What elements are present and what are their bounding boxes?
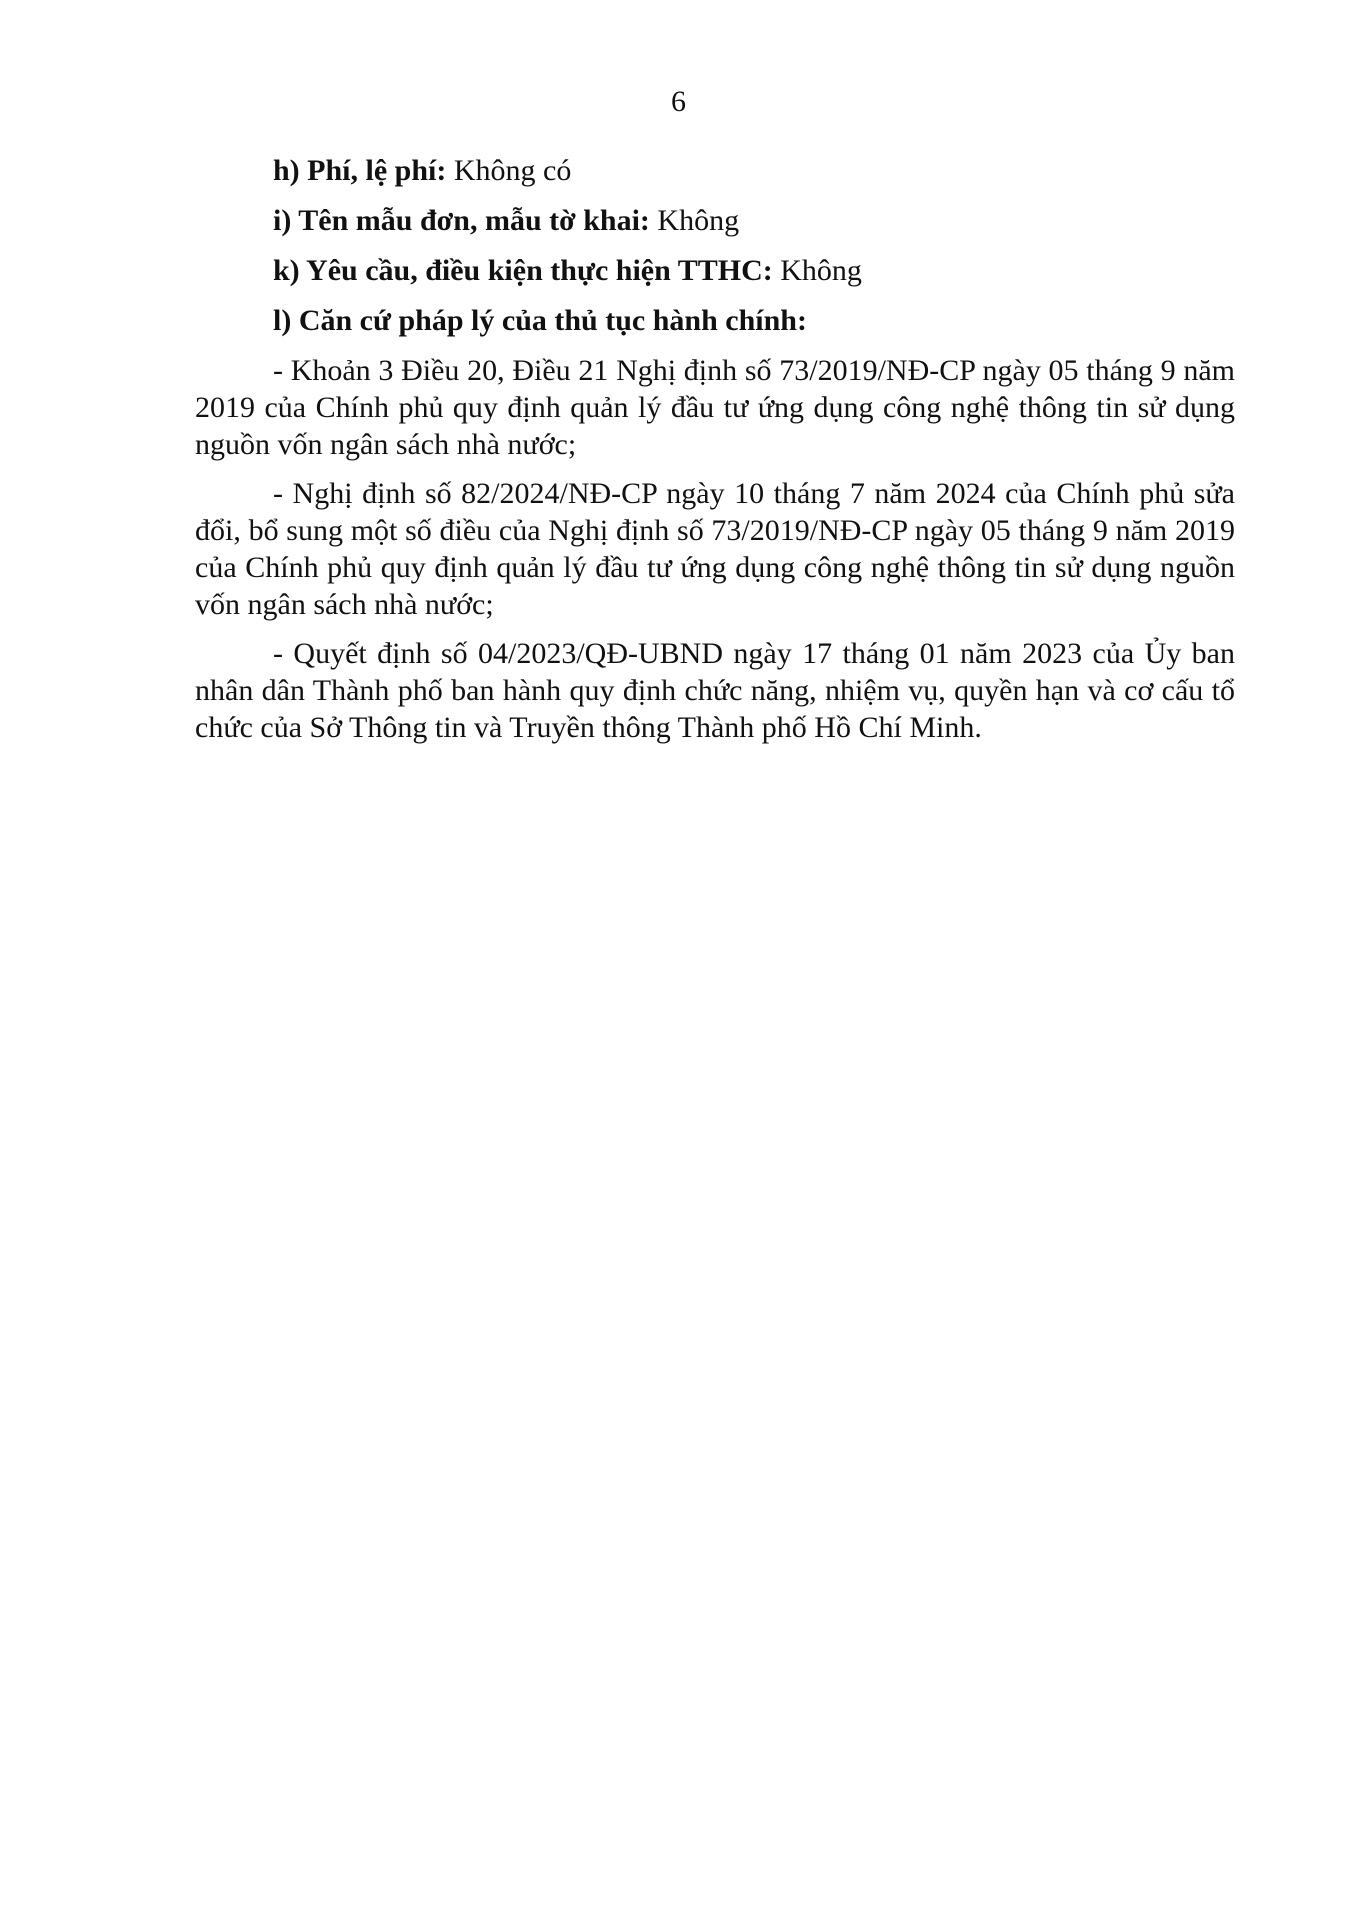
field-requirements-value: Không: [772, 254, 862, 287]
field-fees-label: h) Phí, lệ phí:: [273, 154, 447, 187]
field-fees: [195, 152, 1235, 189]
field-form-templates-label: i) Tên mẫu đơn, mẫu tờ khai:: [273, 204, 650, 237]
legal-basis-item: - Quyết định số 04/2023/QĐ-UBND ngày 17 tháng 01 năm 2023 của Ủy ban nhân dân Thành phố ban hành quy định chức năng, nhiệm vụ, quyền hạn và cơ cấu tổ chức của Sở Thông tin và Truyền thông Thành phố Hồ Chí Minh.: [195, 637, 1235, 744]
field-legal-basis-heading: [195, 302, 1235, 339]
document-body: [195, 152, 1235, 758]
field-form-templates-value: Không: [649, 204, 740, 237]
field-form-templates: [195, 202, 1235, 239]
field-fees-value: Không có: [446, 154, 572, 187]
field-requirements-label: k) Yêu cầu, điều kiện thực hiện TTHC:: [273, 254, 773, 287]
page-number: 6: [671, 85, 686, 118]
field-legal-basis-label: l) Căn cứ pháp lý của thủ tục hành chính:: [273, 304, 807, 337]
legal-basis-item: - Nghị định số 82/2024/NĐ-CP ngày 10 tháng 7 năm 2024 của Chính phủ sửa đổi, bổ sung một số điều của Nghị định số 73/2019/NĐ-CP ngày 05 tháng 9 năm 2019 của Chính phủ quy định quản lý đầu tư ứng dụng công nghệ thông tin sử dụng nguồn vốn ngân sách nhà nước;: [195, 477, 1235, 621]
field-requirements: [195, 252, 1235, 289]
legal-basis-item: - Khoản 3 Điều 20, Điều 21 Nghị định số 73/2019/NĐ-CP ngày 05 tháng 9 năm 2019 của Chính phủ quy định quản lý đầu tư ứng dụng công nghệ thông tin sử dụng nguồn vốn ngân sách nhà nước;: [195, 354, 1235, 461]
